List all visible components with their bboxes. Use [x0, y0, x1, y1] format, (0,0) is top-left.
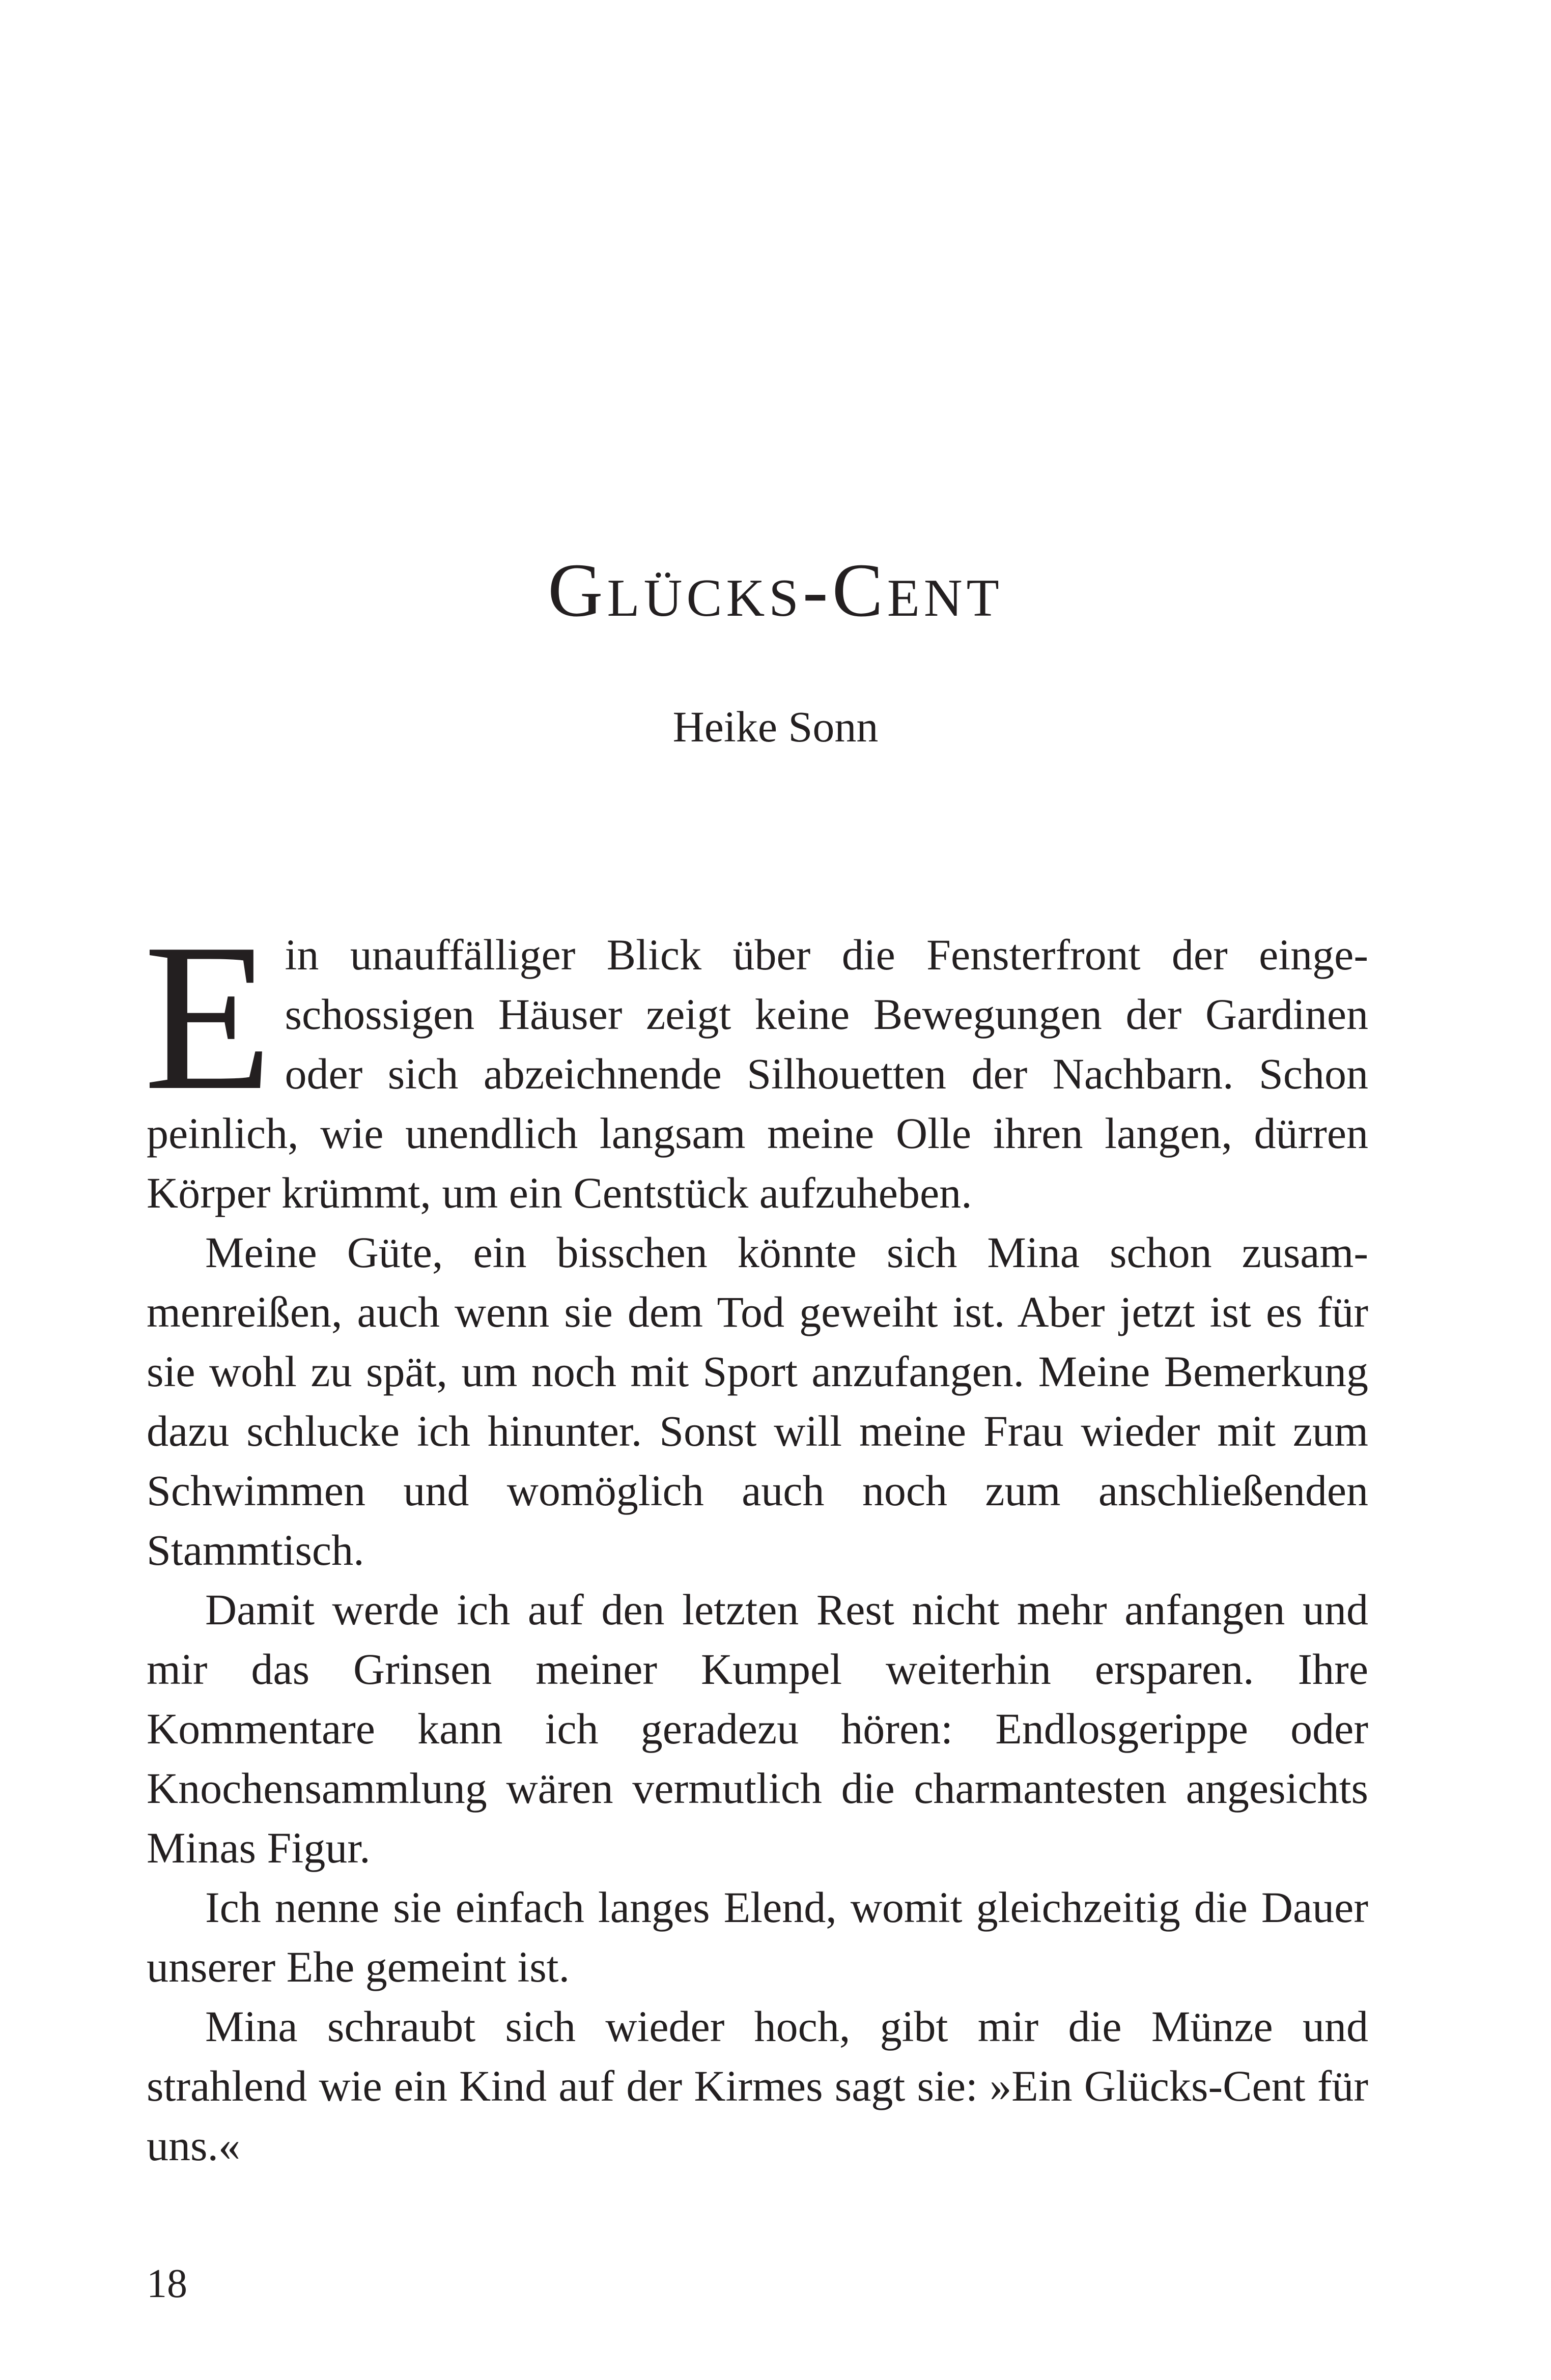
paragraph-text: in unauffälliger Blick über die Fensterfront der eingeschossigen Häuser zeigt keine Bewegungen der Gardinen oder sich abzeichnende Silhouetten der Nachbarn. Schon peinlich, wie unendlich langsam meine Olle ihren langen, dürren Körper krümmt, um ein Centstück aufzuheben. — [147, 930, 1368, 1217]
paragraph-5: Mina schraubt sich wieder hoch, gibt mir die Münze und strahlend wie ein Kind auf der Kirmes sagt sie: »Ein Glücks-Cent für uns.« — [147, 2002, 1368, 2170]
paragraph-3: Damit werde ich auf den letzten Rest nicht mehr anfangen und mir das Grinsen meiner Kumpel weiterhin ersparen. Ihre Kommentare kann ich geradezu hören: Endlosgerippe oder Knochensammlung wären vermutlich die charmantesten angesichts Minas Figur. — [147, 1585, 1368, 1872]
paragraph-4: Ich nenne sie einfach langes Elend, womit gleichzeitig die Dauer unserer Ehe gemeint ist. — [147, 1883, 1368, 1991]
story-body — [144, 900, 1368, 2175]
story-title: Glücks-Cent — [548, 548, 1003, 633]
page-number: 18 — [147, 2261, 187, 2306]
story-author: Heike Sonn — [672, 702, 879, 751]
paragraph-2: Meine Güte, ein bisschen könnte sich Mina schon zusammenreißen, auch wenn sie dem Tod geweiht ist. Aber jetzt ist es für sie wohl zu spät, um noch mit Sport anzufangen. Meine Bemerkung dazu schlucke ich hinunter. Sonst will meine Frau wieder mit zum Schwimmen und womöglich auch noch zum anschließenden Stammtisch. — [147, 1228, 1368, 1574]
drop-cap: E — [144, 900, 273, 1134]
paragraph-1 — [144, 900, 1368, 1223]
